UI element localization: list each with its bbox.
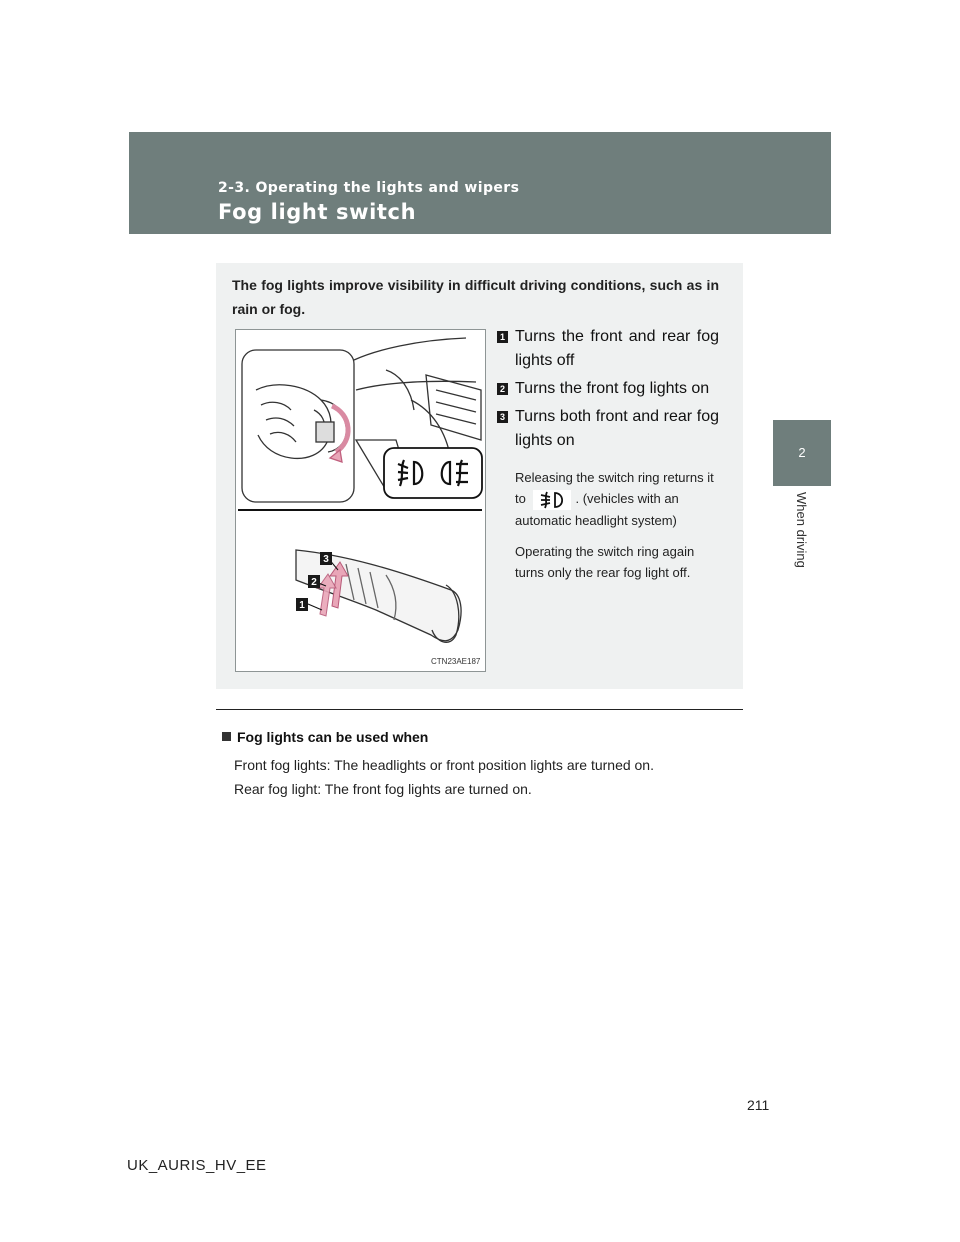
again-note: Operating the switch ring again turns only the rear fog light off. — [515, 543, 695, 580]
info-heading-text: Fog lights can be used when — [237, 729, 429, 745]
step-text: Turns both front and rear fog lights on — [515, 408, 719, 449]
steps-list — [497, 325, 719, 583]
release-note-after: . (vehicles with an automatic headlight system) — [515, 491, 679, 528]
fog-switch-illustration — [236, 330, 485, 671]
release-note-before: Releasing the switch ring returns it to — [515, 470, 714, 506]
step-item — [497, 405, 719, 453]
info-rear: Rear fog light: The front fog lights are turned on. — [234, 781, 532, 797]
step-badge: 1 — [497, 331, 508, 343]
icon-callout-box — [384, 448, 482, 498]
info-heading — [222, 729, 428, 745]
page-number: 211 — [747, 1097, 770, 1113]
bullet-square-icon — [222, 732, 231, 741]
section-label: 2-3. Operating the lights and wipers — [218, 180, 520, 196]
callout-3-label: 3 — [323, 554, 329, 565]
release-note — [497, 467, 719, 531]
front-fog-light-icon — [533, 490, 571, 510]
step-badge: 2 — [497, 383, 508, 395]
page-header — [129, 132, 831, 234]
illustration — [235, 329, 486, 672]
step-item — [497, 377, 719, 401]
doc-code: UK_AURIS_HV_EE — [127, 1157, 267, 1174]
divider — [216, 709, 743, 710]
step-text: Turns the front and rear fog lights off — [515, 328, 719, 369]
step-text: Turns the front fog lights on — [515, 380, 710, 397]
step-badge: 3 — [497, 411, 508, 423]
callout-1-label: 1 — [299, 600, 305, 611]
page-title: Fog light switch — [218, 200, 417, 224]
chapter-tab[interactable]: 2 — [773, 420, 831, 486]
intro-text: The fog lights improve visibility in difficult driving conditions, such as in rain or fog. — [232, 277, 719, 317]
info-front: Front fog lights: The headlights or front position lights are turned on. — [234, 757, 654, 773]
chapter-label: When driving — [794, 492, 809, 568]
illustration-code: CTN23AE187 — [431, 657, 481, 666]
content-panel — [216, 263, 743, 689]
step-item — [497, 325, 719, 373]
callout-2-label: 2 — [311, 577, 317, 588]
